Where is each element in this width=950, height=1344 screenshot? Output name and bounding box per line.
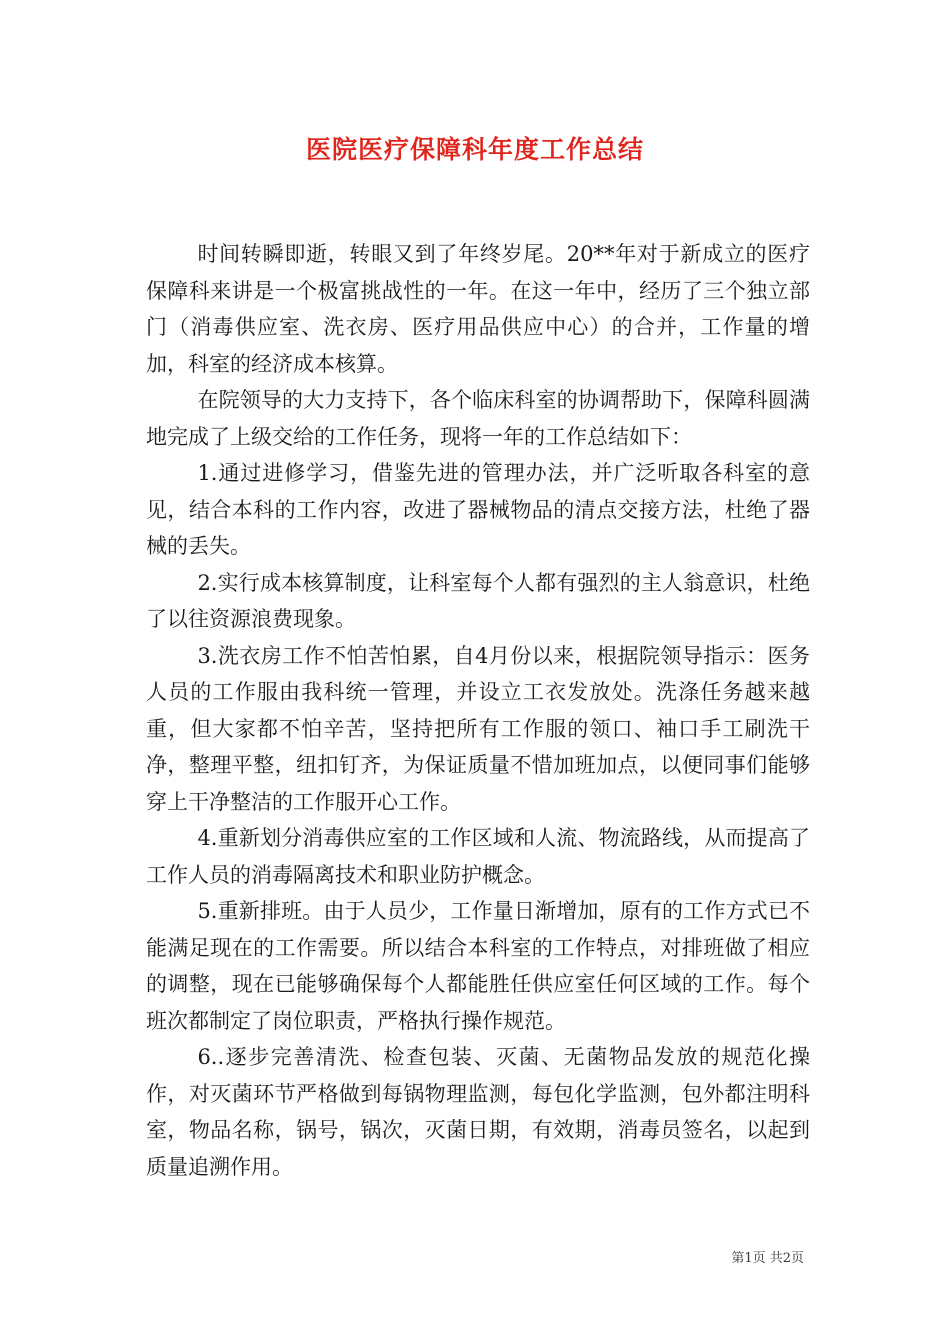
paragraph-summary-lead: 在院领导的大力支持下，各个临床科室的协调帮助下，保障科圆满地完成了上级交给的工作任务，现将一年的工作总结如下： [146,388,810,449]
paragraph-item-5: 5.重新排班。由于人员少，工作量日渐增加，原有的工作方式已不能满足现在的工作需要。所以结合本科室的工作特点，对排班做了相应的调整，现在已能够确保每个人都能胜任供应室任何区域的工作。每个班次都制定了岗位职责，严格执行操作规范。 [146,899,810,1033]
paragraph-intro: 时间转瞬即逝，转眼又到了年终岁尾。20**年对于新成立的医疗保障科来讲是一个极富挑战性的一年。在这一年中，经历了三个独立部门（消毒供应室、洗衣房、医疗用品供应中心）的合并，工作量的增加，科室的经济成本核算。 [146,242,810,376]
paragraph-item-6: 6..逐步完善清洗、检查包装、灭菌、无菌物品发放的规范化操作，对灭菌环节严格做到每锅物理监测，每包化学监测，包外都注明科室，物品名称，锅号，锅次，灭菌日期，有效期，消毒员签名，以起到质量追溯作用。 [146,1045,810,1179]
page-number-footer: 第1页 共2页 [731,1251,804,1266]
document-title: 医院医疗保障科年度工作总结 [305,135,644,164]
paragraph-item-3: 3.洗衣房工作不怕苦怕累，自4月份以来，根据院领导指示：医务人员的工作服由我科统一管理，并设立工衣发放处。洗涤任务越来越重，但大家都不怕辛苦，坚持把所有工作服的领口、袖口手工刷洗干净，整理平整，纽扣钉齐，为保证质量不惜加班加点，以便同事们能够穿上干净整洁的工作服开心工作。 [146,643,810,814]
paragraph-item-4: 4.重新划分消毒供应室的工作区域和人流、物流路线，从而提高了工作人员的消毒隔离技术和职业防护概念。 [146,826,810,887]
paragraph-item-2: 2.实行成本核算制度，让科室每个人都有强烈的主人翁意识，杜绝了以往资源浪费现象。 [146,570,810,631]
document-body [146,236,810,1185]
paragraph-item-1: 1.通过进修学习，借鉴先进的管理办法，并广泛听取各科室的意见，结合本科的工作内容，改进了器械物品的清点交接方法，杜绝了器械的丢失。 [146,461,810,558]
